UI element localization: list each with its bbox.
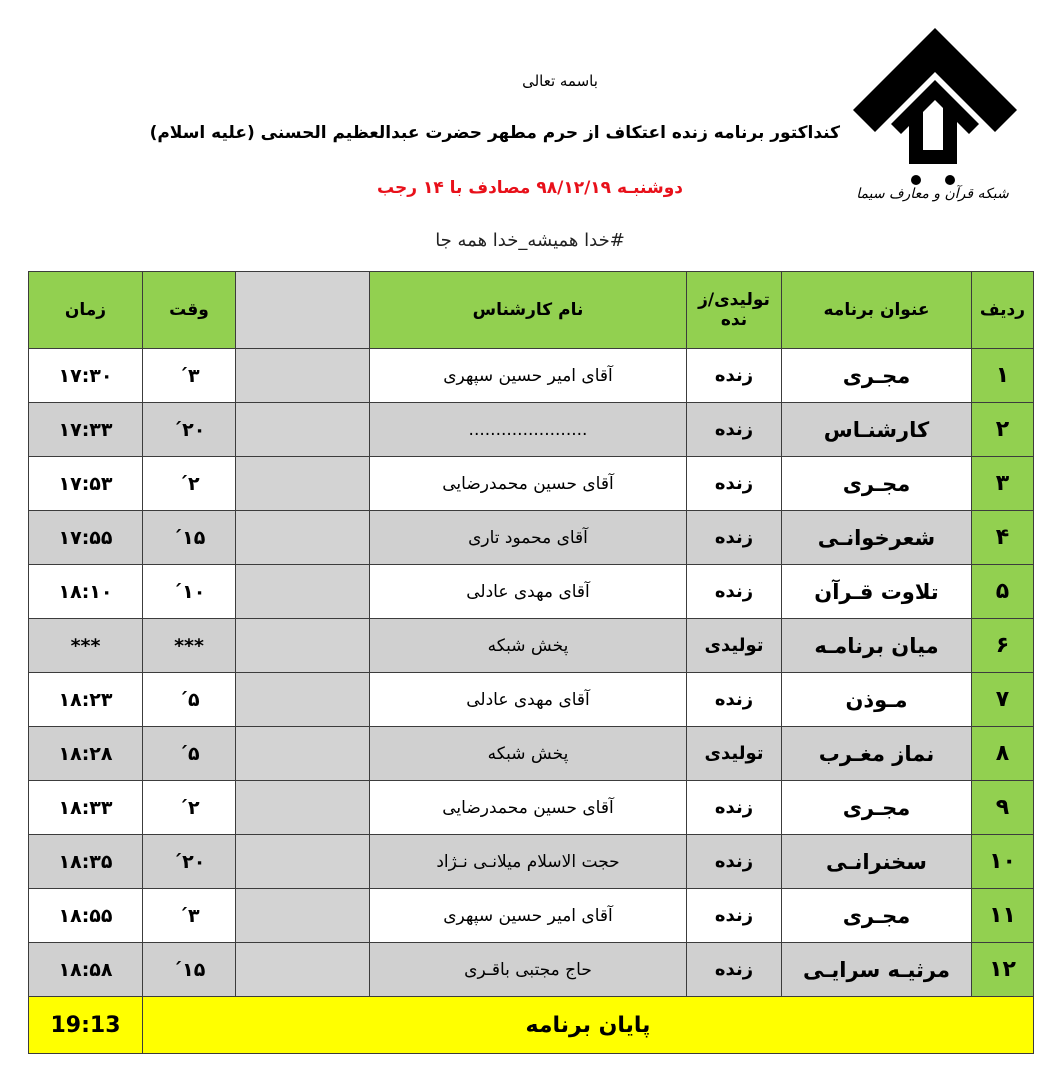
expert-name: حاج مجتبی باقـری <box>370 943 687 997</box>
duration: ۲۰´ <box>143 403 236 457</box>
table-row <box>29 457 1034 511</box>
row-number: ۴ <box>972 511 1034 565</box>
production-type: زنده <box>687 457 782 511</box>
program-title: مـوذن <box>782 673 972 727</box>
start-time: ۱۷:۵۵ <box>29 511 143 565</box>
table-row <box>29 565 1034 619</box>
program-title: مجـری <box>782 349 972 403</box>
row-number: ۳ <box>972 457 1034 511</box>
quran-network-logo-icon <box>845 20 1020 252</box>
table-row <box>29 889 1034 943</box>
program-title: مجـری <box>782 781 972 835</box>
production-type: زنده <box>687 403 782 457</box>
row-number: ۱۱ <box>972 889 1034 943</box>
production-type: زنده <box>687 349 782 403</box>
start-time: ۱۸:۵۵ <box>29 889 143 943</box>
production-type: زنده <box>687 673 782 727</box>
row-number: ۱۲ <box>972 943 1034 997</box>
production-type: زنده <box>687 781 782 835</box>
expert-name: آقای حسین محمدرضایی <box>370 457 687 511</box>
table-row <box>29 727 1034 781</box>
blank-cell <box>236 673 370 727</box>
row-number: ۷ <box>972 673 1034 727</box>
blank-cell <box>236 349 370 403</box>
table-row <box>29 511 1034 565</box>
duration: ۵´ <box>143 673 236 727</box>
start-time: ۱۷:۳۰ <box>29 349 143 403</box>
table-row <box>29 349 1034 403</box>
expert-name: آقای مهدی عادلی <box>370 673 687 727</box>
duration: ۱۵´ <box>143 943 236 997</box>
duration: ۳´ <box>143 889 236 943</box>
program-title: میان برنامـه <box>782 619 972 673</box>
start-time: ۱۸:۲۸ <box>29 727 143 781</box>
start-time: ۱۷:۵۳ <box>29 457 143 511</box>
table-row <box>29 673 1034 727</box>
blank-cell <box>236 511 370 565</box>
duration: ۲´ <box>143 457 236 511</box>
expert-name: ...................... <box>370 403 687 457</box>
schedule-table <box>28 271 1034 1054</box>
row-number: ۹ <box>972 781 1034 835</box>
end-of-program-label: پایان برنامه <box>143 997 1034 1054</box>
production-type: زنده <box>687 565 782 619</box>
row-number: ۸ <box>972 727 1034 781</box>
blank-cell <box>236 781 370 835</box>
date-line: دوشنبـه ۹۸/۱۲/۱۹ مصادف با ۱۴ رجب <box>377 178 683 198</box>
expert-name: آقای حسین محمدرضایی <box>370 781 687 835</box>
table-row <box>29 403 1034 457</box>
end-time: 19:13 <box>29 997 143 1054</box>
blank-cell <box>236 619 370 673</box>
table-row <box>29 943 1034 997</box>
production-type: زنده <box>687 889 782 943</box>
production-type: زنده <box>687 511 782 565</box>
row-number: ۱۰ <box>972 835 1034 889</box>
row-number: ۵ <box>972 565 1034 619</box>
blank-cell <box>236 943 370 997</box>
program-title: مجـری <box>782 457 972 511</box>
expert-name: آقای امیر حسین سپهری <box>370 889 687 943</box>
duration: *** <box>143 619 236 673</box>
production-type: تولیدی <box>687 727 782 781</box>
start-time: ۱۷:۳۳ <box>29 403 143 457</box>
table-row <box>29 619 1034 673</box>
program-title: مجـری <box>782 889 972 943</box>
program-title: نماز مغـرب <box>782 727 972 781</box>
program-title: کارشنـاس <box>782 403 972 457</box>
header-production-type: تولیدی/ز نده <box>687 272 782 349</box>
start-time: ۱۸:۳۵ <box>29 835 143 889</box>
duration: ۳´ <box>143 349 236 403</box>
start-time: ۱۸:۳۳ <box>29 781 143 835</box>
duration: ۵´ <box>143 727 236 781</box>
program-title: شعرخوانـی <box>782 511 972 565</box>
program-title: تلاوت قـرآن <box>782 565 972 619</box>
start-time: ۱۸:۲۳ <box>29 673 143 727</box>
header-program-title: عنوان برنامه <box>782 272 972 349</box>
expert-name: آقای مهدی عادلی <box>370 565 687 619</box>
program-title: سخنرانـی <box>782 835 972 889</box>
expert-name: پخش شبکه <box>370 619 687 673</box>
header-time: زمان <box>29 272 143 349</box>
start-time: ۱۸:۵۸ <box>29 943 143 997</box>
production-type: زنده <box>687 835 782 889</box>
table-row <box>29 835 1034 889</box>
header-row-number: ردیف <box>972 272 1034 349</box>
header-duration: وقت <box>143 272 236 349</box>
duration: ۲´ <box>143 781 236 835</box>
blank-cell <box>236 403 370 457</box>
start-time: ۱۸:۱۰ <box>29 565 143 619</box>
conductor-title: کنداکتور برنامه زنده اعتکاف از حرم مطهر حضرت عبدالعظیم الحسنی (علیه اسلام) <box>149 123 840 143</box>
logo-caption: شبکه قرآن و معارف سیما <box>856 186 1009 202</box>
program-title: مرثیـه سرایـی <box>782 943 972 997</box>
expert-name: پخش شبکه <box>370 727 687 781</box>
expert-name: حجت الاسلام میلانـی نـژاد <box>370 835 687 889</box>
blank-cell <box>236 835 370 889</box>
production-type: زنده <box>687 943 782 997</box>
header-expert-name: نام کارشناس <box>370 272 687 349</box>
production-type: تولیدی <box>687 619 782 673</box>
blank-cell <box>236 727 370 781</box>
duration: ۲۰´ <box>143 835 236 889</box>
end-of-program-row <box>29 997 1034 1054</box>
header-blank-column <box>236 272 370 349</box>
duration: ۱۵´ <box>143 511 236 565</box>
row-number: ۶ <box>972 619 1034 673</box>
hashtag-line: #خدا همیشه_خدا همه جا <box>435 230 625 251</box>
expert-name: آقای امیر حسین سپهری <box>370 349 687 403</box>
blank-cell <box>236 889 370 943</box>
bismillah-text: باسمه تعالی <box>522 72 598 90</box>
duration: ۱۰´ <box>143 565 236 619</box>
row-number: ۲ <box>972 403 1034 457</box>
expert-name: آقای محمود تاری <box>370 511 687 565</box>
table-header-row <box>29 272 1034 349</box>
table-row <box>29 781 1034 835</box>
start-time: *** <box>29 619 143 673</box>
blank-cell <box>236 565 370 619</box>
blank-cell <box>236 457 370 511</box>
row-number: ۱ <box>972 349 1034 403</box>
